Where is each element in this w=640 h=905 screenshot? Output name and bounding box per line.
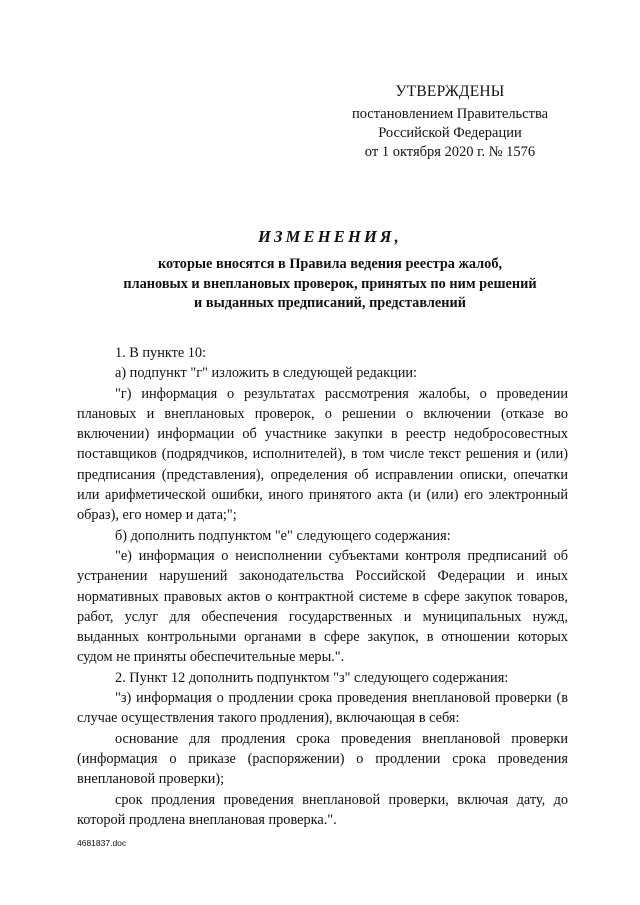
paragraph-item-2: 2. Пункт 12 дополнить подпунктом "з" следующего содержания: xyxy=(115,669,509,686)
approval-heading: УТВЕРЖДЕНЫ xyxy=(395,83,505,100)
document-subtitle-line-1: которые вносятся в Правила ведения реестра жалоб, xyxy=(157,256,503,272)
approval-line-3: от 1 октября 2020 г. № 1576 xyxy=(364,144,536,160)
document-title-block xyxy=(60,227,600,314)
document-subtitle-line-2: плановых и внеплановых проверок, принятых по ним решений xyxy=(123,275,537,292)
document-body xyxy=(77,343,568,830)
paragraph-e-text: "е) информация о неисполнении субъектами контроля предписаний об устранении нарушений законодательства Российской Федерации и иных нормативных правовых актов о контрактной системе в сфере закупок товаров, работ, услуг для обеспечения государственных и муниципальных нужд, выданных контрольными органами в сфере закупок, в отношении которых судом не приняты обеспечительные меры.". xyxy=(77,547,568,666)
paragraph-item-1: 1. В пункте 10: xyxy=(115,345,207,361)
paragraph-g-text: "г) информация о результатах рассмотрения жалобы, о проведении плановых и внеплановых проверок, о решении о включении (отказе во включении) информации об участнике закупки в реестр недобросовестных поставщиков (подрядчиков, исполнителей), в том числе текст решения и (или) предписания (представления), определения об исправлении описки, опечатки или арифметической ошибки, иного принятого акта (и (или) его электронный образ), его номер и дата;"; xyxy=(77,385,568,524)
paragraph-z-text: "з) информация о продлении срока проведения внеплановой проверки (в случае осуществления такого продления), включающая в себя: xyxy=(77,690,568,727)
paragraph-z-term: срок продления проведения внеплановой проверки, включая дату, до которой продлена внеплановая проверка.". xyxy=(77,791,568,828)
approval-line-2: Российской Федерации xyxy=(378,125,522,141)
paragraph-z-basis: основание для продления срока проведения внеплановой проверки (информация о приказе (распоряжении) о продлении срока проведения внеплановой проверки); xyxy=(77,730,568,788)
approval-stamp xyxy=(310,82,590,162)
approval-line-1: постановлением Правительства xyxy=(351,106,549,122)
paragraph-subitem-b: б) дополнить подпунктом "е" следующего содержания: xyxy=(115,527,451,544)
paragraph-subitem-a: а) подпункт "г" изложить в следующей редакции: xyxy=(115,365,418,382)
document-subtitle-line-3: и выданных предписаний, представлений xyxy=(194,295,466,311)
document-file-code: 4681837.doc xyxy=(77,838,127,848)
document-title: ИЗМЕНЕНИЯ, xyxy=(258,227,402,246)
